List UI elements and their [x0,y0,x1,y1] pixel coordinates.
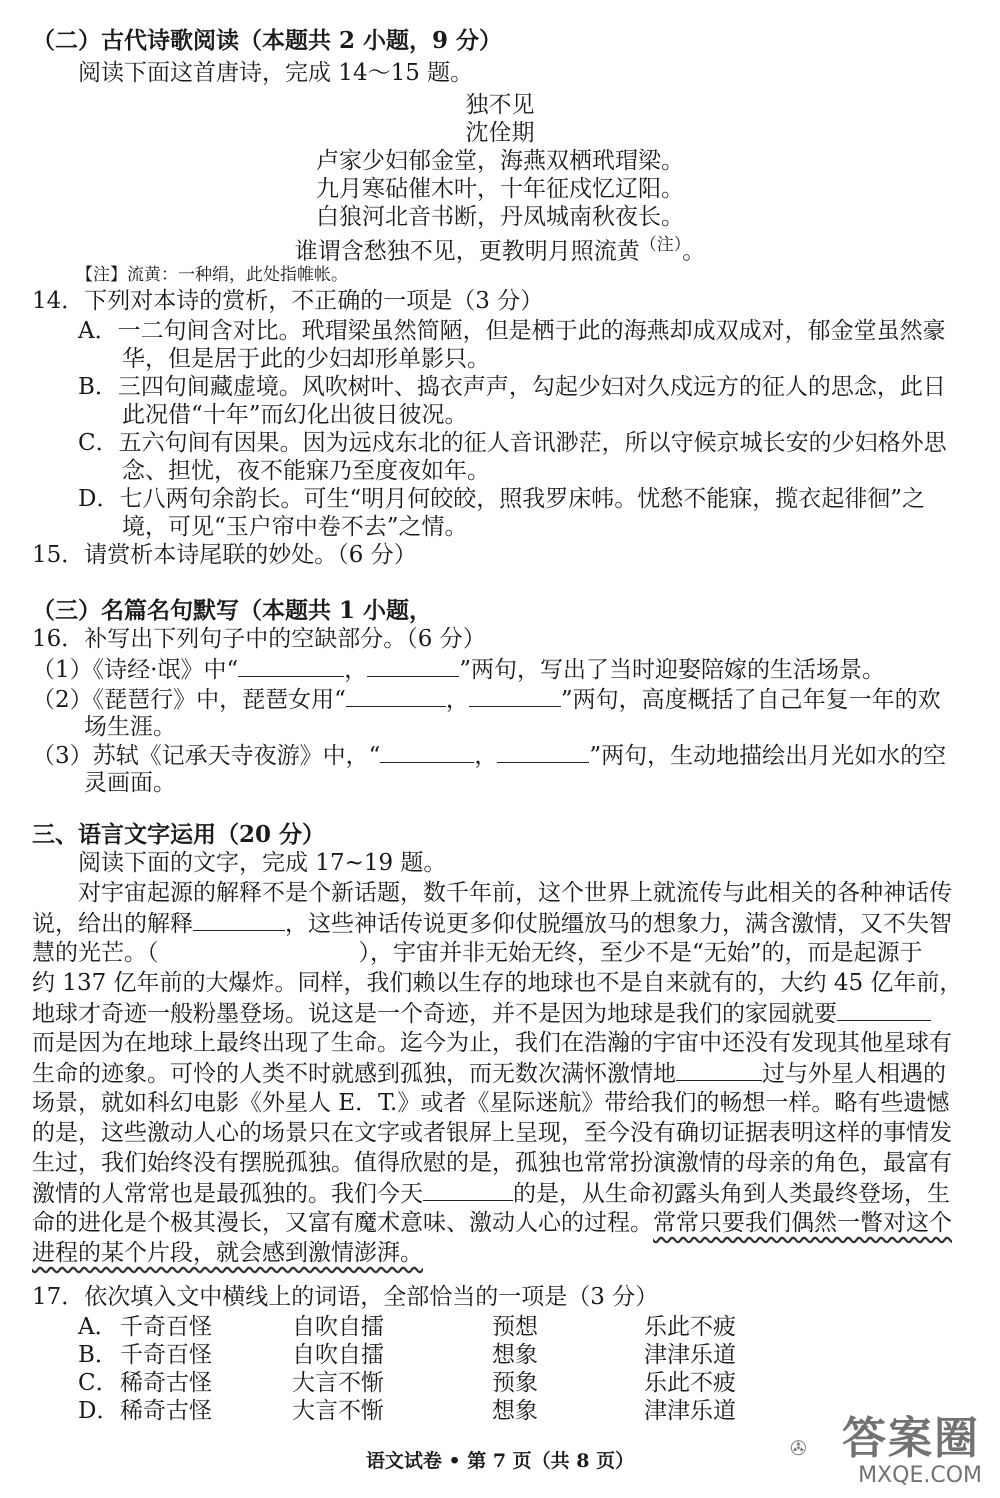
answer-blank[interactable] [380,740,474,763]
text: ），宇宙并非无始无终，至少不是“无始”的，而是起源于 [358,940,923,966]
question-16-3 [32,740,946,771]
text: （2）《琵琶行》中，琵琶女用“ [32,687,346,713]
question-17-stem: 17．依次填入文中横线上的词语，全部恰当的一项是（3 分） [32,1284,659,1310]
text: 生命的迹象。可怜的人类不时就感到孤独，而无数次满怀激情地 [32,1061,676,1087]
passage-line [32,1238,423,1268]
option-word: 预象 [492,1370,538,1396]
option-word: 大言不惭 [292,1398,384,1424]
option-word: 千奇百怪 [120,1342,212,1368]
question-16-3-cont: 灵画面。 [84,770,176,796]
section-heading: （三）名篇名句默写（本题共 1 小题， [32,597,433,624]
section-heading: （二）古代诗歌阅读（本题共 2 小题，9 分） [32,27,503,54]
watermark [786,1402,986,1490]
option-word: 自吹自擂 [292,1342,384,1368]
part-intro: 阅读下面的文字，完成 17~19 题。 [78,850,447,876]
answer-blank[interactable] [238,654,344,677]
option-word: 津津乐道 [644,1398,736,1424]
question-16-stem: 16．补写出下列句子中的空缺部分。（6 分） [32,626,486,652]
text: 过与外星人相遇的 [762,1061,946,1087]
question-16-1 [32,654,885,685]
text: 慧的光芒。（ [32,940,159,966]
text: ，这些神话传说更多仰仗脱缰放马的想象力，满含激情，又不失智 [285,911,952,937]
passage-line [32,908,952,939]
option-word: 大言不惭 [292,1370,384,1396]
answer-blank[interactable] [676,1058,762,1081]
option-c-cont: 念、担忧，夜不能寐乃至度夜如年。 [122,458,490,484]
text: ”两句，生动地描绘出月光如水的空 [589,743,947,769]
question-15: 15．请赏析本诗尾联的妙处。（6 分） [32,542,417,568]
text: 地球才奇迹一般粉墨登场。说这是一个奇迹，并不是因为地球是我们的家园就要 [32,1001,837,1027]
passage-line: 约 137 亿年前的大爆炸。同样，我们赖以生存的地球也不是自来就有的，大约 45 亿年前， [32,970,963,996]
text: ， [344,657,368,683]
poem-line: 九月寒砧催木叶，十年征戍忆辽阳。 [316,176,684,202]
option-label: B． [78,1342,118,1368]
note-mark: （注） [639,235,683,255]
passage-line [32,938,923,968]
option-b: B．三四句间藏虚境。风吹树叶、捣衣声声，勾起少妇对久戍远方的征人的思念，此日 [78,374,946,400]
watermark-url: MXQE.COM [858,1463,982,1488]
poem-line: 卢家少妇郁金堂，海燕双栖玳瑁梁。 [316,148,684,174]
text: （3）苏轼《记承天寺夜游》中，“ [32,743,381,769]
wechat-icon: ✇ [790,1436,807,1460]
answer-blank[interactable] [837,998,931,1021]
passage-line: 场景，就如科幻电影《外星人 E．T.》或者《星际迷航》带给我们的畅想一样。略有些遗憾 [32,1090,950,1116]
option-d: D．七八两句余韵长。可生“明月何皎皎，照我罗床帏。忧愁不能寐，揽衣起徘徊”之 [78,486,925,512]
option-word: 乐此不疲 [644,1370,736,1396]
passage-line [32,1058,946,1089]
option-word: 稀奇古怪 [120,1398,212,1424]
answer-blank[interactable] [193,908,285,931]
option-a-cont: 华，但是居于此的少妇却形单影只。 [122,346,490,372]
passage-line: 的是，这些激动人心的场景只在文字或者银屏上呈现，至今没有确切证据表明这样的事情发 [32,1120,952,1146]
passage-line [32,1178,950,1209]
watermark-logo: 答案圈 [842,1413,980,1464]
option-label: A． [78,1314,118,1340]
text: 说，给出的解释 [32,911,193,937]
option-word: 稀奇古怪 [120,1370,212,1396]
answer-blank[interactable] [346,684,446,707]
text: （1）《诗经·氓》中“ [32,657,239,683]
passage-line: 对宇宙起源的解释不是个新话题，数千年前，这个世界上就流传与此相关的各种神话传 [78,880,952,906]
poem-author: 沈佺期 [465,120,535,146]
option-word: 乐此不疲 [644,1314,736,1340]
option-c: C．五六句间有因果。因为远戍东北的征人音讯渺茫，所以守候京城长安的少妇格外思 [78,430,947,456]
text: ”两句，写出了当时迎娶陪嫁的生活场景。 [459,657,885,683]
option-label: C． [78,1370,119,1396]
text: ， [445,687,469,713]
passage-line: 而是因为在地球上最终出现了生命。迄今为止，我们在浩瀚的宇宙中还没有发现其他星球有 [32,1030,952,1056]
wavy-underlined-text: 进程的某个片段，就会感到激情澎湃。 [32,1240,423,1266]
question-14-stem: 14．下列对本诗的赏析，不正确的一项是（3 分） [32,288,544,314]
answer-blank[interactable] [423,1178,513,1201]
passage-line: 生过，我们始终没有摆脱孤独。值得欣慰的是，孤独也常常扮演激情的母亲的角色，最富有 [32,1150,952,1176]
poem-line: 白狼河北音书断，丹凤城南秋夜长。 [316,204,684,230]
page-footer: 语文试卷 • 第 7 页（共 8 页） [365,1450,635,1472]
section-intro: 阅读下面这首唐诗，完成 14～15 题。 [78,60,474,86]
question-16-2 [32,684,941,715]
passage-line [32,998,931,1029]
option-word: 预想 [492,1314,538,1340]
option-word: 想象 [492,1342,538,1368]
poem-title: 独不见 [465,92,535,118]
passage-line [32,1208,952,1238]
option-label: D． [78,1398,120,1424]
poem-line-end: 。 [682,238,706,265]
text: 的是，从生命初露头角到人类最终登场，生 [513,1181,950,1207]
part-heading: 三、语言文字运用（20 分） [32,821,326,848]
option-d-cont: 境，可见“玉户帘中卷不去”之情。 [122,514,468,540]
answer-blank[interactable] [367,654,459,677]
option-word: 自吹自擂 [292,1314,384,1340]
option-word: 想象 [492,1398,538,1424]
option-b-cont: 此况借“十年”而幻化出彼日彼况。 [122,402,468,428]
text: ”两句，高度概括了自己年复一年的欢 [560,687,941,713]
question-16-2-cont: 场生涯。 [84,714,176,740]
answer-blank[interactable] [469,684,561,707]
poem-line: 谁谓含愁独不见，更教明月照流黄 [294,238,640,265]
text: 激情的人常常也是最孤独的。我们今天 [32,1181,423,1207]
option-a: A．一二句间含对比。玳瑁梁虽然简陋，但是栖于此的海燕却成双成对，郁金堂虽然豪 [78,318,946,344]
option-word: 津津乐道 [644,1342,736,1368]
wavy-underlined-text: 常常只要我们偶然一瞥对这个 [653,1210,952,1236]
answer-blank[interactable] [497,740,589,763]
option-word: 千奇百怪 [120,1314,212,1340]
text: ， [474,743,498,769]
poem-note: 【注】流黄：一种绢，此处指帷帐。 [76,265,348,285]
text: 命的进化是个极其漫长，又富有魔术意味、激动人心的过程。 [32,1210,653,1236]
